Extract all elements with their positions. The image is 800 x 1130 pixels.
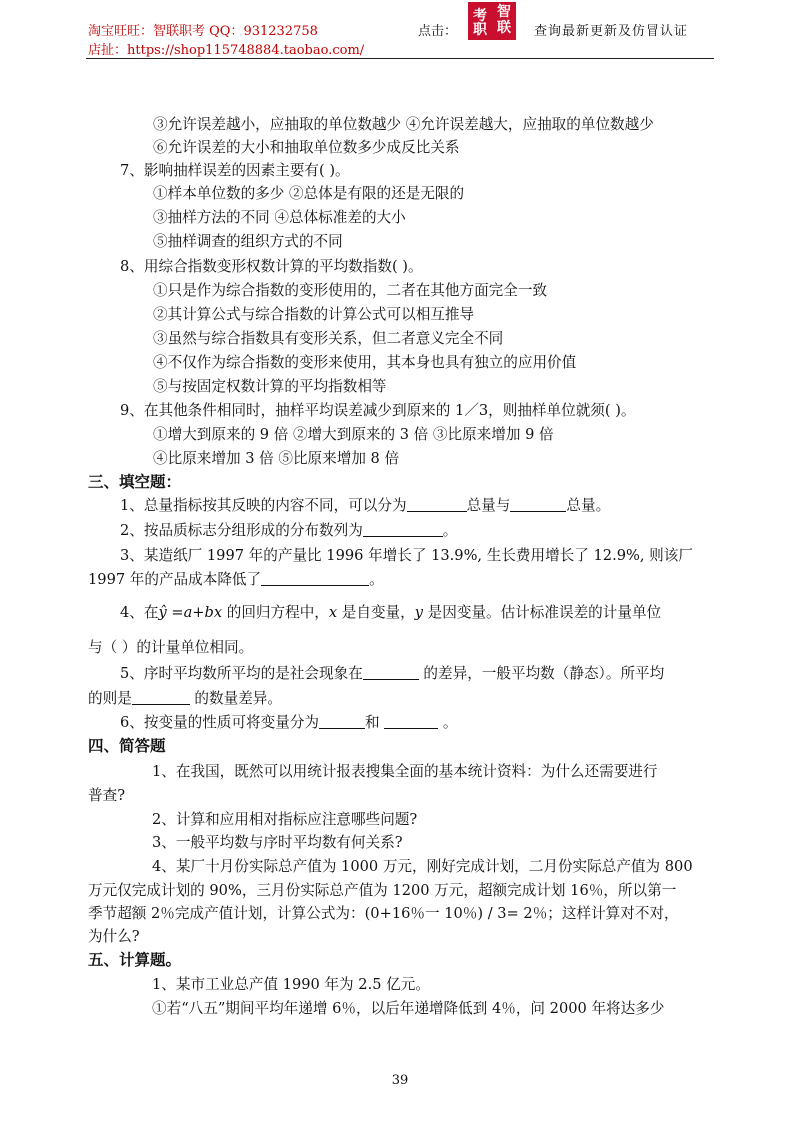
logo-char: 联 <box>497 19 511 36</box>
short-answer-4-cont: 季节超额 2％完成产值计划，计算公式为：(0+16％一 10％) / 3= 2％；这样计算对不对， <box>88 905 679 922</box>
text: 1997 年的产品成本降低了 <box>88 571 262 588</box>
fill-item-4 <box>120 604 661 622</box>
option-line: ③虽然与综合指数具有变形关系，但二者意义完全不同 <box>153 330 504 347</box>
store-label: 店扯： <box>88 43 128 58</box>
variable-x: x <box>328 604 338 621</box>
text: 是自变量， <box>337 604 415 621</box>
option-line: ③允许误差越小，应抽取的单位数越少 ④允许误差越大，应抽取的单位数越少 <box>153 116 654 133</box>
option-line: ③抽样方法的不同 ④总体标准差的大小 <box>153 209 406 226</box>
click-label: 点击： <box>418 24 458 39</box>
question-9: 9、在其他条件相同时，抽样平均误差减少到原来的 1／3，则抽样单位就须( )。 <box>120 402 636 419</box>
option-line: ①样本单位数的多少 ②总体是有限的还是无限的 <box>153 185 465 202</box>
fill-item-1 <box>120 497 610 515</box>
text: 1、总量指标按其反映的内容不同，可以分为 <box>120 497 407 514</box>
answer-blank <box>132 690 190 705</box>
answer-blank <box>261 571 369 586</box>
text: 的回归方程中， <box>222 604 329 621</box>
store-url-link[interactable]: https://shop115748884.taobao.com/ <box>127 43 365 58</box>
fill-item-3: 3、某造纸厂 1997 年的产量比 1996 年增长了 13.9%, 生长费用增长了 12.9%, 则该厂 <box>120 547 693 564</box>
short-answer-2: 2、计算和应用相对指标应注意哪些问题? <box>152 811 418 828</box>
option-line: ①只是作为综合指数的变形使用的，二者在其他方面完全一致 <box>153 282 548 299</box>
text: 。 <box>438 714 458 731</box>
option-line: ⑤抽样调查的组织方式的不同 <box>153 233 343 250</box>
calc-problem-1: 1、某市工业总产值 1990 年为 2.5 亿元。 <box>152 976 430 993</box>
option-line: ④比原来增加 3 倍 ⑤比原来增加 8 倍 <box>153 450 400 467</box>
verify-link[interactable]: 查询最新更新及仿冒认证 <box>534 24 689 39</box>
answer-blank <box>319 714 365 729</box>
short-answer-1: 1、在我国，既然可以用统计报表搜集全面的基本统计资料：为什么还需要进行 <box>152 763 658 780</box>
text: 的数量差异。 <box>189 690 282 707</box>
page-number: 39 <box>391 1073 409 1088</box>
option-line: ②其计算公式与综合指数的计算公式可以相互推导 <box>153 306 475 323</box>
section-heading-short-answer: 四、简答题 <box>88 737 166 755</box>
answer-blank <box>363 522 443 537</box>
short-answer-1-cont: 普查? <box>88 787 126 804</box>
shop-contact-line: 淘宝旺旺：智联职考 QQ：931232758 <box>88 24 318 39</box>
option-line: ①增大到原来的 9 倍 ②增大到原来的 3 倍 ③比原来增加 9 倍 <box>153 426 554 443</box>
logo-char: 考 <box>473 8 487 24</box>
option-line: ④不仅作为综合指数的变形来使用，其本身也具有独立的应用价值 <box>153 354 577 371</box>
option-line: ⑤与按固定权数计算的平均指数相等 <box>153 378 387 395</box>
answer-blank <box>407 497 467 512</box>
answer-blank <box>384 714 438 729</box>
question-8: 8、用综合指数变形权数计算的平均数指数( )。 <box>120 258 423 275</box>
fill-item-4-cont: 与（ ）的计量单位相同。 <box>88 639 254 656</box>
question-7: 7、影响抽样误差的因素主要有( )。 <box>120 162 350 179</box>
short-answer-4-cont: 万元仅完成计划的 90%，三月份实际总产值为 1200 万元，超额完成计划 16％，所以第一 <box>88 882 677 899</box>
calc-problem-1-part-1: ①若“八五”期间平均年递增 6％，以后年递增降低到 4％，问 2000 年将达多少 <box>152 1000 665 1017</box>
fill-item-6 <box>120 714 457 732</box>
text: 。 <box>442 522 458 539</box>
answer-blank <box>510 497 566 512</box>
text: 和 <box>365 714 385 731</box>
option-line: ⑥允许误差的大小和抽取单位数多少成反比关系 <box>153 139 460 156</box>
section-heading-fill: 三、填空题： <box>88 473 182 491</box>
short-answer-4: 4、某厂十月份实际总产值为 1000 万元，刚好完成计划，二月份实际总产值为 800 <box>152 858 693 875</box>
text: 总量与 <box>466 497 511 514</box>
answer-blank <box>363 665 419 680</box>
section-heading-calculation: 五、计算题。 <box>88 951 182 969</box>
fill-item-5 <box>120 665 664 683</box>
text: 2、按品质标志分组形成的分布数列为 <box>120 522 363 539</box>
short-answer-4-cont: 为什么? <box>88 928 140 945</box>
text: 是因变量。估计标准误差的计量单位 <box>423 604 662 621</box>
logo-char: 智 <box>497 4 511 20</box>
text: 4、在 <box>120 604 159 621</box>
regression-equation: ŷ =a+bx <box>158 604 223 621</box>
variable-y: y <box>414 604 423 621</box>
fill-item-2 <box>120 522 457 540</box>
logo-char: 职 <box>473 21 487 38</box>
fill-item-3-cont <box>88 571 384 589</box>
text: 。 <box>369 571 384 588</box>
text: 的差异，一般平均数（静态）。所平均 <box>418 665 665 682</box>
text: 6、按变量的性质可将变量分为 <box>120 714 320 731</box>
text: 5、序时平均数所平均的是社会现象在 <box>120 665 363 682</box>
fill-item-5-cont <box>88 690 282 708</box>
short-answer-3: 3、一般平均数与序时平均数有何关系? <box>152 834 403 851</box>
text: 的则是 <box>88 690 132 707</box>
text: 总量。 <box>566 497 611 514</box>
